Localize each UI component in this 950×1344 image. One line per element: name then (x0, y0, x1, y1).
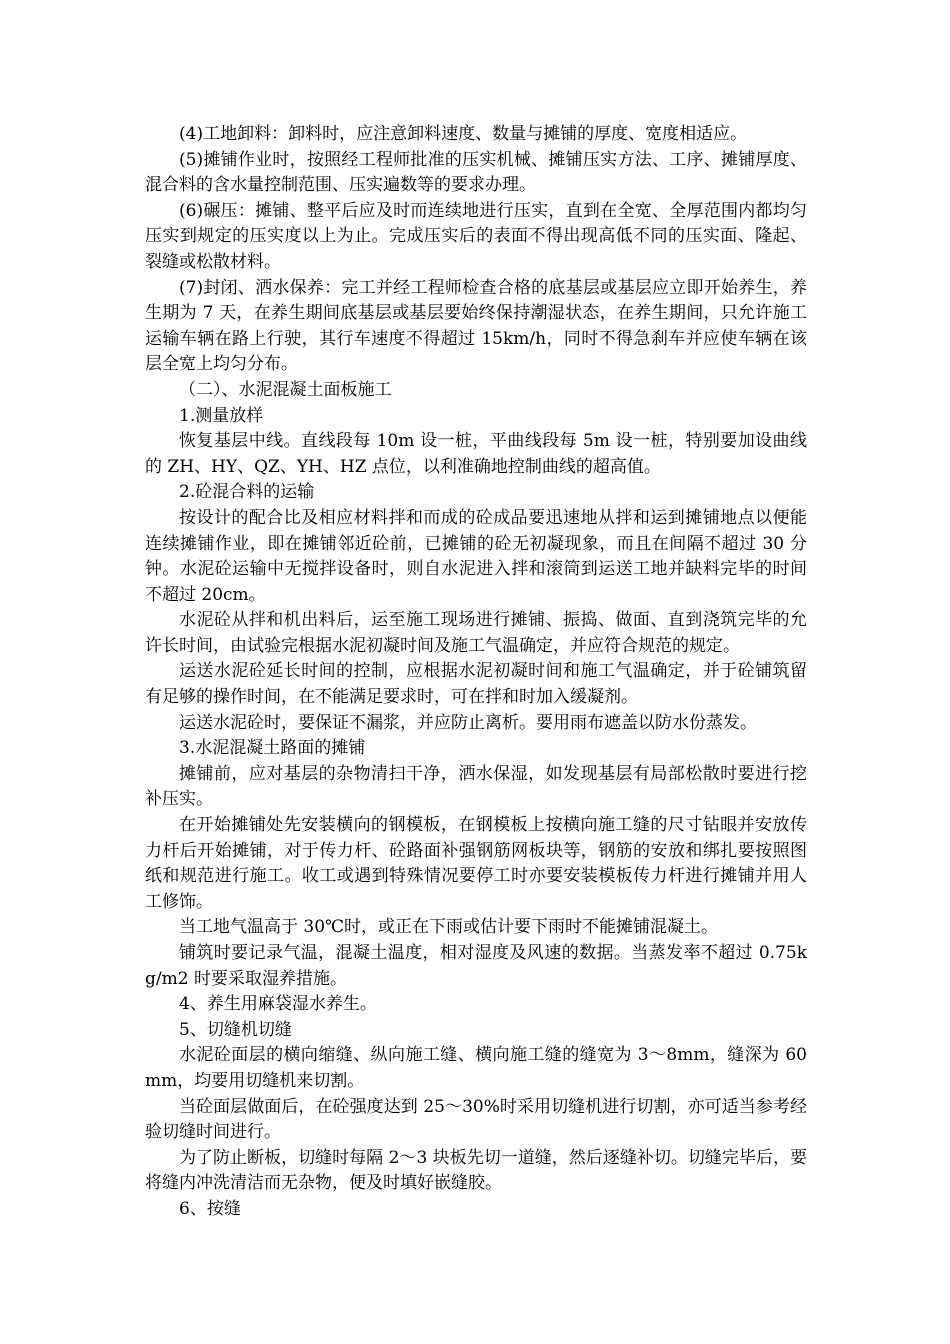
paragraph-cutting-1: 水泥砼面层的横向缩缝、纵向施工缝、横向施工缝的缝宽为 3～8mm，缝深为 60mm，均要用切缝机来切割。 (145, 1045, 807, 1091)
paragraph-transport-1: 按设计的配合比及相应材料拌和而成的砼成品要迅速地从拌和运到摊铺地点以便能连续摊铺作业，即在摊铺邻近砼前，已摊铺的砼无初凝现象，而且在间隔不超过 30 分钟。水泥砼运输中无搅拌设备时，则自水泥进入拌和滚筒到运送工地并缺料完毕的时间不超过 20cm。 (145, 507, 807, 605)
subheading-curing: 4、养生用麻袋湿水养生。 (179, 994, 377, 1015)
subheading-transport: 2.砼混合料的运输 (179, 482, 315, 503)
subheading-paving: 3.水泥混凝土路面的摊铺 (179, 738, 366, 759)
paragraph-paving-3: 当工地气温高于 30℃时，或正在下雨或估计要下雨时不能摊铺混凝土。 (179, 917, 719, 938)
paragraph-paving-2: 在开始摊铺处先安装横向的钢模板，在钢模板上按横向施工缝的尺寸钻眼并安放传力杆后开始摊铺，对于传力杆、砼路面补强钢筋网板块等，钢筋的安放和绑扎要按照图纸和规范进行施工。收工或遇到特殊情况要停工时亦要安装模板传力杆进行摊铺并用人工修饰。 (145, 815, 807, 912)
paragraph-paving-operation: (5)摊铺作业时，按照经工程师批准的压实机械、摊铺压实方法、工序、摊铺厚度、混合料的含水量控制范围、压实遍数等的要求办理。 (145, 149, 807, 196)
paragraph-transport-2: 水泥砼从拌和机出料后，运至施工现场进行摊铺、振捣、做面、直到浇筑完毕的允许长时间，由试验完根据水泥初凝时间及施工气温确定，并应符合规范的规定。 (145, 610, 807, 656)
paragraph-unloading: (4)工地卸料：卸料时，应注意卸料速度、数量与摊铺的厚度、宽度相适应。 (179, 124, 748, 144)
paragraph-rolling: (6)碾压：摊铺、整平后应及时而连续地进行压实，直到在全宽、全厚范围内都均匀压实到规定的压实度以上为止。完成压实后的表面不得出现高低不同的压实面、隆起、裂缝或松散材料。 (145, 200, 807, 272)
paragraph-cutting-2: 当砼面层做面后，在砼强度达到 25～30%时采用切缝机进行切割，亦可适当参考经验切缝时间进行。 (145, 1096, 807, 1143)
paragraph-survey: 恢复基层中线。直线段每 10m 设一桩，平曲线段每 5m 设一桩，特别要加设曲线的 ZH、HY、QZ、YH、HZ 点位，以利准确地控制曲线的超高值。 (145, 431, 807, 477)
section-heading-concrete-slab: （二）、水泥混凝土面板施工 (179, 379, 392, 400)
paragraph-paving-4: 铺筑时要记录气温，混凝土温度，相对湿度及风速的数据。当蒸发率不超过 0.75kg/m2 时要采取湿养措施。 (145, 943, 807, 989)
subheading-cutting: 5、切缝机切缝 (179, 1019, 292, 1040)
paragraph-sealing-curing: (7)封闭、洒水保养：完工并经工程师检查合格的底基层或基层应立即开始养生，养生期为 7 天，在养生期间底基层或基层要始终保持潮湿状态，在养生期间，只允许施工运输车辆在路上行驶，其行车速度不得超过 15km/h，同时不得急刹车并应使车辆在该层全宽上均匀分布。 (145, 277, 807, 375)
subheading-joint: 6、按缝 (179, 1198, 241, 1219)
paragraph-transport-4: 运送水泥砼时，要保证不漏浆，并应防止离析。要用雨布遮盖以防水份蒸发。 (179, 712, 757, 733)
paragraph-cutting-3: 为了防止断板，切缝时每隔 2～3 块板先切一道缝，然后逐缝补切。切缝完毕后，要将缝内冲洗清洁而无杂物，便及时填好嵌缝胶。 (145, 1147, 807, 1194)
paragraph-transport-3: 运送水泥砼延长时间的控制，应根据水泥初凝时间和施工气温确定，并于砼铺筑留有足够的操作时间，在不能满足要求时，可在拌和时加入缓凝剂。 (145, 661, 807, 708)
subheading-survey: 1.测量放样 (179, 405, 264, 426)
document-body (145, 122, 807, 1223)
paragraph-paving-1: 摊铺前，应对基层的杂物清扫干净，洒水保湿，如发现基层有局部松散时要进行挖补压实。 (145, 763, 807, 810)
